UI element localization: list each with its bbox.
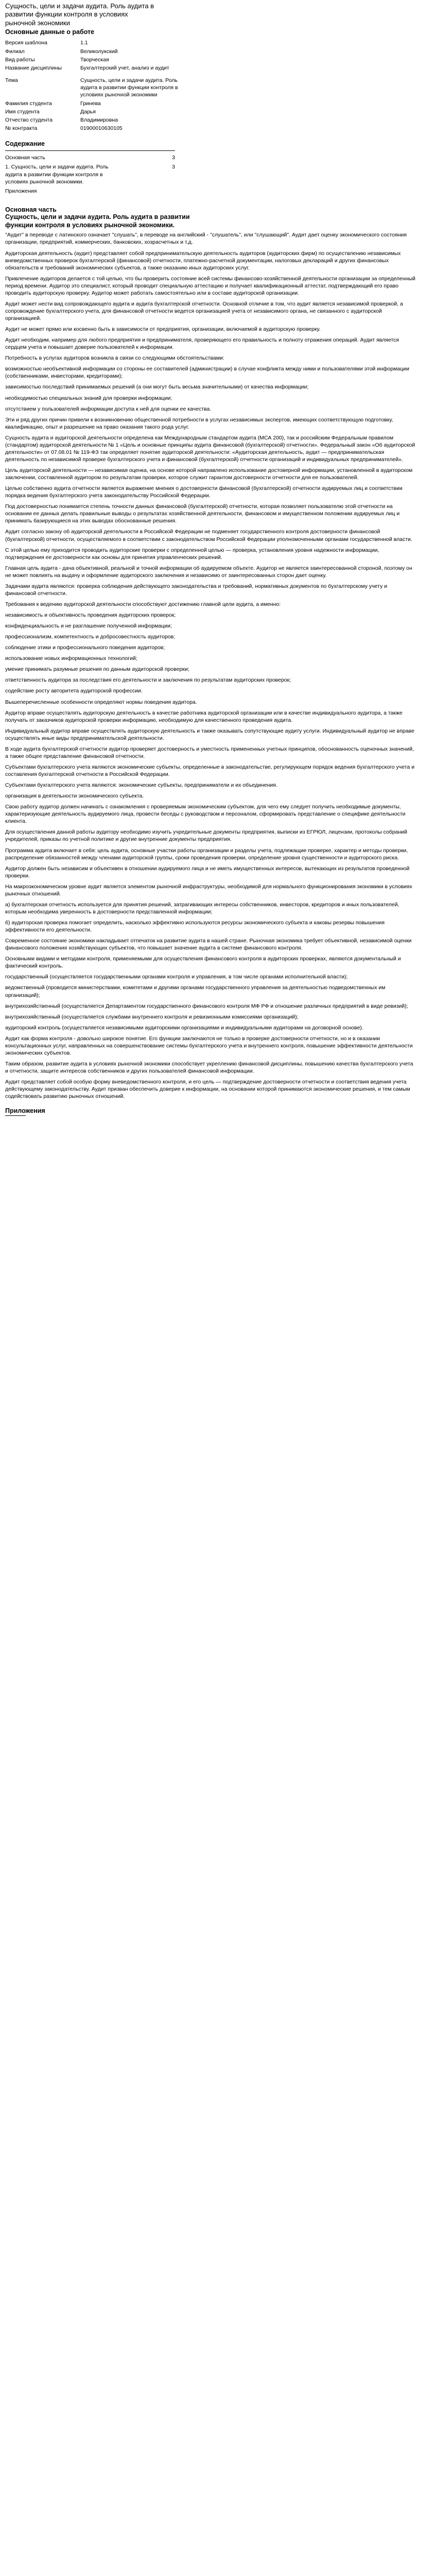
body-paragraph: ведомственный (проводится министерствами, комитетами и другими органами государственного управления за деятельностью подведомственных им организаций); (5, 985, 386, 998)
body-paragraph: а) бухгалтерская отчетность используется для принятия решений, затрагивающих интересы собственников, инвесторов, кредиторов и иных пользователей, которым необходима уверенность в достоверности представленной информации; (5, 901, 399, 915)
meta-value: 1.1 (80, 40, 88, 46)
body-paragraph: Субъектами бухгалтерского учета являются: экономические субъекты, предприниматели и их объединения. (5, 782, 277, 789)
body-paragraph: Аудитор вправе осуществлять аудиторскую деятельность в качестве работника аудиторской организации или в качестве индивидуального аудитора, а также получать от заказчиков аудиторской проверки информацию, необходимую для качественного проведения аудита. (5, 709, 403, 723)
body-paragraph: необходимостью специальных знаний для проверки информации; (5, 395, 172, 401)
body-paragraph: Аудиторская деятельность (аудит) представляет собой предпринимательскую деятельность аудиторов (аудиторских фирм) по осуществлению независимых вневедомственных проверок бухгалтерской (финансовой) отчетности, платежно-расчетной документации, налоговых деклараций и других финансовых обязательств и требований экономических субъектов, а также оказанию иных аудиторских услуг. (5, 250, 401, 271)
meta-key: Отчество студента (5, 116, 53, 123)
body-paragraph: Задачами аудита являются: проверка соблюдения действующего законодательства и требований, нормативных документов по бухгалтерскому учету и финансовой отчетности. (5, 583, 388, 597)
body-paragraph: Вышеперечисленные особенности определяют нормы поведения аудитора. (5, 699, 197, 705)
main-section-heading: Основная часть (5, 206, 57, 214)
body-paragraph: Для осуществления данной работы аудитору необходимо изучить учредительные документы предприятия, выписки из ЕГРЮЛ, лицензии, протоколы собраний учредителей, приказы по учетной политике и другие внутренние документы предприятия. (5, 829, 408, 843)
document-body (5, 231, 417, 1100)
body-paragraph: соблюдение этики и профессионального поведения аудиторов; (5, 645, 165, 651)
meta-row (5, 64, 183, 77)
body-paragraph: государственный (осуществляется государственными органами контроля и управления, в том числе органами исполнительной власти); (5, 974, 348, 980)
basic-info-heading: Основные данные о работе (5, 28, 95, 36)
meta-row (5, 39, 183, 47)
meta-value: 01900010630105 (80, 125, 123, 132)
appendix-heading: Приложения (5, 1107, 45, 1115)
body-paragraph: внутрихозяйственный (осуществляется Департаментом государственного финансового контроля МФ РФ и отношение различных предприятий в виде ревизий); (5, 1003, 408, 1009)
body-paragraph: ответственность аудитора за последствия его деятельности и заключения по результатам аудиторских проверок; (5, 677, 291, 684)
body-paragraph: Требования к ведению аудиторской деятельности способствуют достижению главной цели аудита, а именно: (5, 601, 281, 607)
body-paragraph: Аудит представляет собой особую форму вневедомственного контроля, и его цель — подтверждение достоверности отчетности и соответствия ведения учета действующему законодательству. Аудит призван обеспечить доверие к информации, на основании которой принимаются экономические решения, и тем самым содействовать развитию рыночных отношений. (5, 1079, 410, 1100)
body-paragraph: "Аудит" в переводе с латинского означает "слушать", в переводе на английский - "слушатель", или "слушающий". Аудит дает оценку экономического состояния организации, предприятий, коммерческих, банковских, хозрасчетных и т.д. (5, 232, 407, 246)
body-paragraph: организация в деятельности экономического субъекта. (5, 793, 144, 800)
body-paragraph: Программа аудита включает в себя: цель аудита, основные участки работы организации и разделы учета, подлежащие проверке, характер и методы проверки, распределение обязанностей между членами аудиторской группы, сроки проведения проверки, определение уровня существенности и аудиторского риска. (5, 847, 408, 861)
body-paragraph: профессионализм, компетентность и добросовестность аудиторов; (5, 634, 176, 640)
document-title: Сущность, цели и задачи аудита. Роль аудита в развитии функции контроля в условиях рыночной экономики (5, 2, 154, 27)
body-paragraph: Свою работу аудитор должен начинать с ознакомления с проверяемым экономическим субъектом, для чего ему следует получить необходимые документы, характеризующие деятельность аудируемого лица, провести беседы с руководством и персоналом, сформировать представление о специфике деятельности клиента. (5, 804, 406, 825)
toc-item-page (113, 188, 175, 197)
meta-row (5, 100, 183, 108)
body-paragraph: Под достоверностью понимается степень точности данных финансовой (бухгалтерской) отчетности, которая позволяет пользователю этой отчетности на основании ее данных делать правильные выводы о результатах хозяйственной деятельности, финансовом и имущественном положении аудируемых лиц и принимать базирующиеся на этих выводах обоснованные решения. (5, 503, 400, 524)
toc-heading: Содержание (5, 140, 45, 148)
meta-row (5, 48, 183, 56)
body-paragraph: конфиденциальность и не разглашение полученной информации; (5, 623, 172, 630)
body-paragraph: Цель аудиторской деятельности — независимая оценка, на основе которой направлено использование достоверной информации, установленной в аудиторском заключении, составленной аудитором по результатам проверки, которое служит гарантом достоверности отчетности для ее пользователей. (5, 467, 413, 481)
body-paragraph: Сущность аудита и аудиторской деятельности определена как Международным стандартом аудита (МСА 200), так и российским Федеральным правилом (стандартом) аудиторской деятельности № 1 «Цель и основные принципы аудита финансовой (бухгалтерской) отчетности». Федеральный закон «Об аудиторской деятельности» от 07.08.01 № 119-ФЗ так определяет понятие аудиторской деятельности: «Аудиторская деятельность, аудит — предпринимательская деятельность по независимой проверке бухгалтерского учета и финансовой (бухгалтерской) отчетности организаций и индивидуальных предпринимателей». (5, 434, 415, 463)
body-paragraph: б) аудиторская проверка помогает определить, насколько эффективно используются ресурсы экономического субъекта и каковы резервы повышения эффективности его деятельности. (5, 920, 385, 934)
body-paragraph: независимость и объективность проведения аудиторских проверок; (5, 612, 176, 618)
toc-divider (5, 150, 175, 151)
toc-item-page: 3 (172, 155, 175, 161)
body-paragraph: Аудит как форма контроля - довольно широкое понятие. Его функции заключаются не только в проверке достоверности отчетности, но и в оказании консультационных услуг, направленных на совершенствование системы бухгалтерского учета и внутреннего контроля, повышение эффективности деятельности экономических субъектов. (5, 1035, 413, 1056)
body-paragraph: Главная цель аудита - дача объективной, реальной и точной информации об аудируемом объекте. Аудитор не является заинтересованной стороной, поэтому он не может повлиять на выдачу и оформление аудиторского заключения и независимо от заинтересованных сторон дает оценку. (5, 565, 412, 579)
body-paragraph: содействие росту авторитета аудиторской профессии. (5, 688, 143, 694)
toc-item-title[interactable]: 1. Сущность, цели и задачи аудита. Роль аудита в развитии функции контроля в условиях рыночной экономики. (5, 164, 109, 185)
body-paragraph: Аудит может нести вид сопровождающего аудита и аудита бухгалтерской отчетности. Основной отличие в том, что аудит является независимой проверкой, а сопровождение бухгалтерского учета, для финансовой отчетности ведется организацией учета от независимого органа, не связанного с аудиторской организацией. (5, 300, 403, 321)
meta-value: Сущность, цели и задачи аудита. Роль аудита в развитии функции контроля в условиях рыночной экономики (80, 77, 178, 98)
toc-item-title[interactable]: Основная часть (5, 155, 45, 161)
work-info-table (5, 39, 183, 133)
meta-key: Филиал (5, 48, 25, 55)
meta-value: Бухгалтерский учет, анализ и аудит (80, 64, 169, 71)
meta-key: Версия шаблона (5, 40, 47, 46)
body-paragraph: умение принимать разумные решения по данным аудиторской проверки; (5, 666, 189, 673)
body-paragraph: На макроэкономическом уровне аудит является элементом рыночной инфраструктуры, необходимой для нормального функционирования экономики в условиях рыночных отношений. (5, 883, 412, 897)
meta-row (5, 116, 183, 125)
meta-key: Имя студента (5, 108, 40, 115)
body-paragraph: использование новых информационных технологий; (5, 655, 137, 662)
table-of-contents (5, 154, 175, 197)
body-paragraph: Целью собственно аудита отчетности является выражение мнения о достоверности финансовой (бухгалтерской) отчетности аудируемых лиц и соответствии порядка ведения бухгалтерского учета законодательству Российской Федерации. (5, 485, 403, 499)
body-paragraph: Таким образом, развитие аудита в условиях рыночной экономики способствует укреплению финансовой дисциплины, повышению качества бухгалтерского учета и отчетности, защите интересов собственников и других пользователей финансовой информации. (5, 1060, 413, 1074)
meta-key: Вид работы (5, 56, 35, 63)
toc-item[interactable] (5, 154, 175, 163)
body-paragraph: Потребность в услугах аудиторов возникла в связи со следующими обстоятельствами: (5, 355, 224, 362)
toc-item[interactable] (5, 188, 175, 197)
body-paragraph: внутрихозяйственный (осуществляется службами внутреннего контроля и ревизионными комиссиями организаций); (5, 1013, 299, 1020)
meta-value: Дарья (80, 108, 96, 115)
meta-value: Владимировна (80, 116, 118, 123)
main-section-subheading: Сущность, цели и задачи аудита. Роль аудита в развитии функции контроля в условиях рыночной экономики. (5, 213, 190, 229)
body-paragraph: возможностью необъективной информации со стороны ее составителей (администрации) в случае конфликта между ними и пользователями этой информации (собственниками, инвесторами, кредиторами); (5, 366, 409, 380)
body-paragraph: Эти и ряд других причин привели к возникновению общественной потребности в услугах независимых экспертов, имеющих соответствующую подготовку, квалификацию, опыт и разрешение на право оказания такого рода услуг. (5, 416, 393, 430)
meta-value: Великолукский (80, 48, 118, 55)
meta-row (5, 108, 183, 116)
meta-key: Фамилия студента (5, 100, 52, 107)
body-paragraph: отсутствием у пользователей информации доступа к ней для оценки ее качества. (5, 405, 212, 412)
meta-key: Тема (5, 77, 18, 84)
body-paragraph: зависимостью последствий принимаемых решений (а они могут быть весьма значительными) от качества информации; (5, 384, 309, 391)
body-paragraph: Привлечение аудиторов делается с той целью, что бы проверить состояние всей системы финансово-хозяйственной деятельности организации за определенный период времени. Аудитор это специалист, который проводит специальную аттестацию и получает квалификационный аттестат, подтверждающий его право проводить аудиторскую проверку. Аудитор может работать самостоятельно или в составе аудиторской организации. (5, 275, 415, 296)
meta-row (5, 56, 183, 64)
meta-key: Название дисциплины (5, 64, 62, 71)
body-paragraph: Аудит согласно закону об аудиторской деятельности в Российской Федерации не подменяет государственного контроля достоверности финансовой (бухгалтерской) отчетности, осуществляемого в соответствии с законодательством Российской Федерации уполномоченными органами государственной власти. (5, 529, 412, 543)
toc-item[interactable] (5, 163, 175, 188)
meta-row (5, 125, 183, 133)
appendix-divider (5, 1115, 26, 1116)
body-paragraph: Индивидуальный аудитор вправе осуществлять аудиторскую деятельность и также оказывать сопутствующие аудиту услуги. Индивидуальный аудитор не вправе осуществлять иные виды предпринимательской деятельности. (5, 727, 414, 741)
body-paragraph: В ходе аудита бухгалтерской отчетности аудитор проверяет достоверность и уместность примененных учетных принципов, обоснованность оценочных значений, а также общее представление финансовой отчетности. (5, 745, 414, 759)
body-paragraph: С этой целью ему приходится проводить аудиторские проверки с определенной целью — проверка, установления уровня надежности информации, подтверждения ее достоверности как основы для принятия управленческих решений. (5, 547, 379, 561)
body-paragraph: Основными видами и методами контроля, применяемыми для осуществления финансового контроля в аудиторских проверках, являются документальный и фактический контроль. (5, 956, 401, 970)
document-page (0, 0, 422, 1121)
toc-item-title[interactable]: Приложения (5, 188, 37, 194)
meta-value: Гринева (80, 100, 101, 107)
meta-key: № контракта (5, 125, 38, 132)
body-paragraph: аудиторский контроль (осуществляется независимыми аудиторскими организациями и индивидуальными аудиторами на договорной основе). (5, 1024, 363, 1031)
meta-value: Творческая (80, 56, 109, 63)
body-paragraph: Аудит не может прямо или косвенно быть в зависимости от предприятия, организации, включаемой в аудиторскую проверку. (5, 326, 321, 333)
toc-item-page: 3 (172, 164, 175, 171)
meta-row (5, 77, 183, 100)
body-paragraph: Субъектами бухгалтерского учета являются экономические субъекты, определенные в законодательстве, регулирующем порядок ведения бухгалтерского учета и составления бухгалтерской отчетности в Российской Федерации. (5, 764, 415, 777)
body-paragraph: Современное состояние экономики накладывает отпечаток на развитие аудита в нашей стране. Рыночная экономика требует объективной, независимой оценки финансового положения хозяйствующих субъектов, что повышает значение аудита в системе финансового контроля. (5, 938, 412, 952)
body-paragraph: Аудит необходим, например для любого предприятия и предпринимателя, проверяющего его правильность и полноту отражения операций. Аудит является сердцем учета и повышает доверие пользователей к информации. (5, 337, 399, 351)
body-paragraph: Аудитор должен быть независим и объективен в отношении аудируемого лица и не иметь имущественных интересов, вытекающих из результатов проведенной проверки. (5, 865, 410, 879)
